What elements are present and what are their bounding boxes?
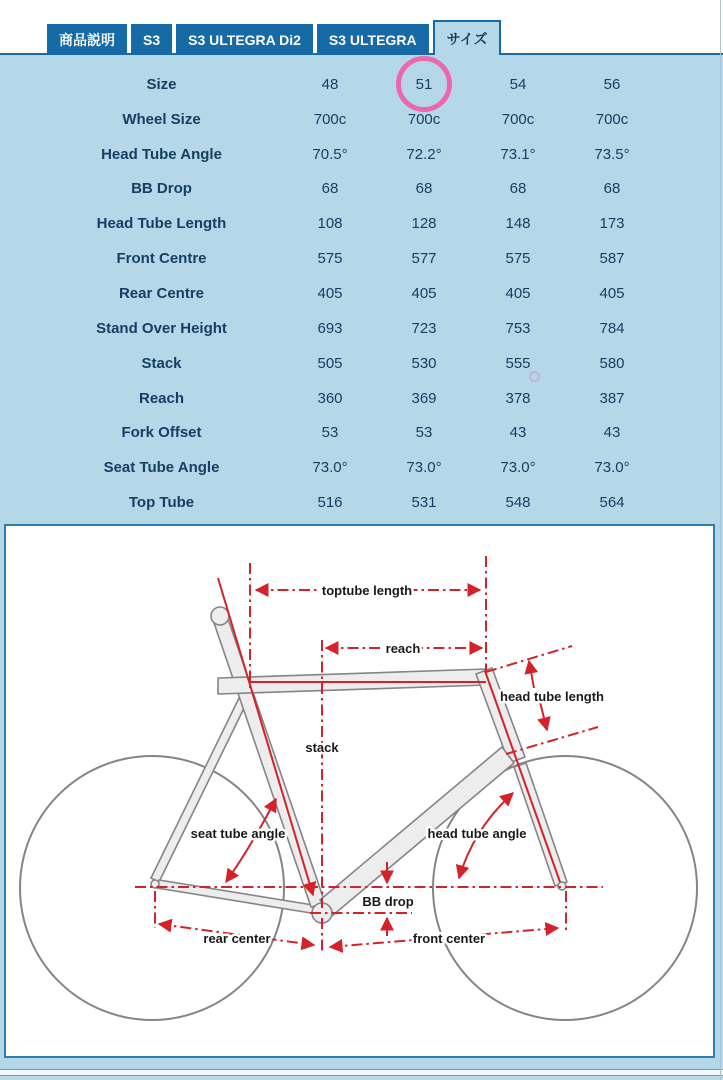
tab-4-active[interactable]: サイズ [433,20,502,55]
table-cell: 505 [317,354,343,372]
row-label: Seat Tube Angle [103,459,220,477]
table-cell: 43 [603,424,621,442]
tab-2[interactable]: S3 ULTEGRA Di2 [176,24,313,55]
table-cell: 580 [599,354,625,372]
head-tube-length-label: head tube length [500,689,604,704]
bottom-divider-band [0,1069,723,1076]
bb-drop-label: BB drop [362,894,414,909]
table-cell: 405 [599,284,625,302]
table-cell: 378 [505,389,531,407]
table-row [0,102,723,137]
table-cell: 387 [599,389,625,407]
table-cell: 73.0° [500,459,536,477]
table-cell: 723 [411,319,437,337]
table-row [0,276,723,311]
toptube-length-label: toptube length [321,583,413,598]
table-cell: 173 [599,215,625,233]
table-cell: 68 [603,180,621,198]
table-row [0,485,723,520]
table-cell: 53 [415,424,433,442]
seat-tube [213,616,325,907]
table-cell: 575 [505,250,531,268]
row-label: Rear Centre [118,284,205,302]
bike-frame-drawing [20,607,697,1020]
table-cell: 128 [411,215,437,233]
table-cell: 68 [415,180,433,198]
table-cell: 564 [599,494,625,512]
geometry-diagram-box [4,524,715,1058]
bike-geometry-diagram [6,526,713,1056]
page-right-edge-line [720,0,721,1080]
table-cell: 693 [317,319,343,337]
row-label: Head Tube Angle [101,145,222,163]
tab-1[interactable]: S3 [131,24,172,55]
row-label: Front Centre [116,250,207,268]
table-cell: 73.0° [594,459,630,477]
tab-bar [0,0,723,55]
head-top-extension [486,646,572,672]
table-cell: 548 [505,494,531,512]
row-label: Top Tube [128,494,195,512]
table-row [0,67,723,102]
table-cell: 53 [321,424,339,442]
rear-center-label: rear center [203,931,271,946]
table-cell: 753 [505,319,531,337]
table-cell: 530 [411,354,437,372]
table-cell: 72.2° [406,145,442,163]
head-tube-angle-label: head tube angle [427,826,527,841]
table-row [0,450,723,485]
table-cell: 700c [595,110,629,128]
row-label: Size [146,75,177,93]
table-cell: 148 [505,215,531,233]
table-cell: 43 [509,424,527,442]
table-cell: 405 [317,284,343,302]
front-center-label: front center [412,931,486,946]
table-row [0,311,723,346]
row-label: Wheel Size [122,110,201,128]
row-label: Fork Offset [121,424,202,442]
size-51-highlight-circle [396,56,452,112]
table-row [0,381,723,416]
table-cell: 108 [317,215,343,233]
table-cell: 48 [321,75,339,93]
table-cell: 577 [411,250,437,268]
table-cell: 700c [313,110,347,128]
table-cell: 531 [411,494,437,512]
table-cell: 73.5° [594,145,630,163]
table-cell: 56 [603,75,621,93]
dimension-labels [191,583,604,946]
table-cell: 700c [501,110,535,128]
row-label: Head Tube Length [96,215,227,233]
table-cell: 587 [599,250,625,268]
table-row [0,241,723,276]
table-cell: 73.0° [406,459,442,477]
table-cell: 784 [599,319,625,337]
geometry-table [0,55,723,520]
tab-3[interactable]: S3 ULTEGRA [317,24,429,55]
table-row [0,206,723,241]
table-cell: 68 [509,180,527,198]
table-cell: 68 [321,180,339,198]
tab-0[interactable]: 商品説明 [47,24,127,55]
table-cell: 700c [407,110,441,128]
table-cell: 51 [415,75,433,93]
table-row [0,346,723,381]
faint-pink-mark [529,371,540,382]
table-cell: 73.0° [312,459,348,477]
row-label: BB Drop [131,180,192,198]
row-label: Stand Over Height [96,319,227,337]
seat-stay [151,698,247,882]
table-cell: 405 [411,284,437,302]
head-tube-length-arrow-down [540,702,547,730]
table-cell: 516 [317,494,343,512]
table-cell: 369 [411,389,437,407]
seat-tube-axis-line [218,578,313,895]
table-cell: 555 [505,354,531,372]
seat-tube-angle-label: seat tube angle [190,826,286,841]
table-cell: 70.5° [312,145,348,163]
row-label: Stack [141,354,182,372]
table-cell: 54 [509,75,527,93]
table-row [0,172,723,207]
seat-clamp-ring [211,607,229,625]
table-cell: 405 [505,284,531,302]
reach-label: reach [385,641,421,656]
table-cell: 575 [317,250,343,268]
table-cell: 73.1° [500,145,536,163]
head-tube-length-arrow-up [529,661,534,688]
row-label: Reach [138,389,185,407]
table-cell: 360 [317,389,343,407]
table-row [0,137,723,172]
chain-stay [157,880,319,914]
stack-label: stack [305,740,339,755]
table-row [0,415,723,450]
